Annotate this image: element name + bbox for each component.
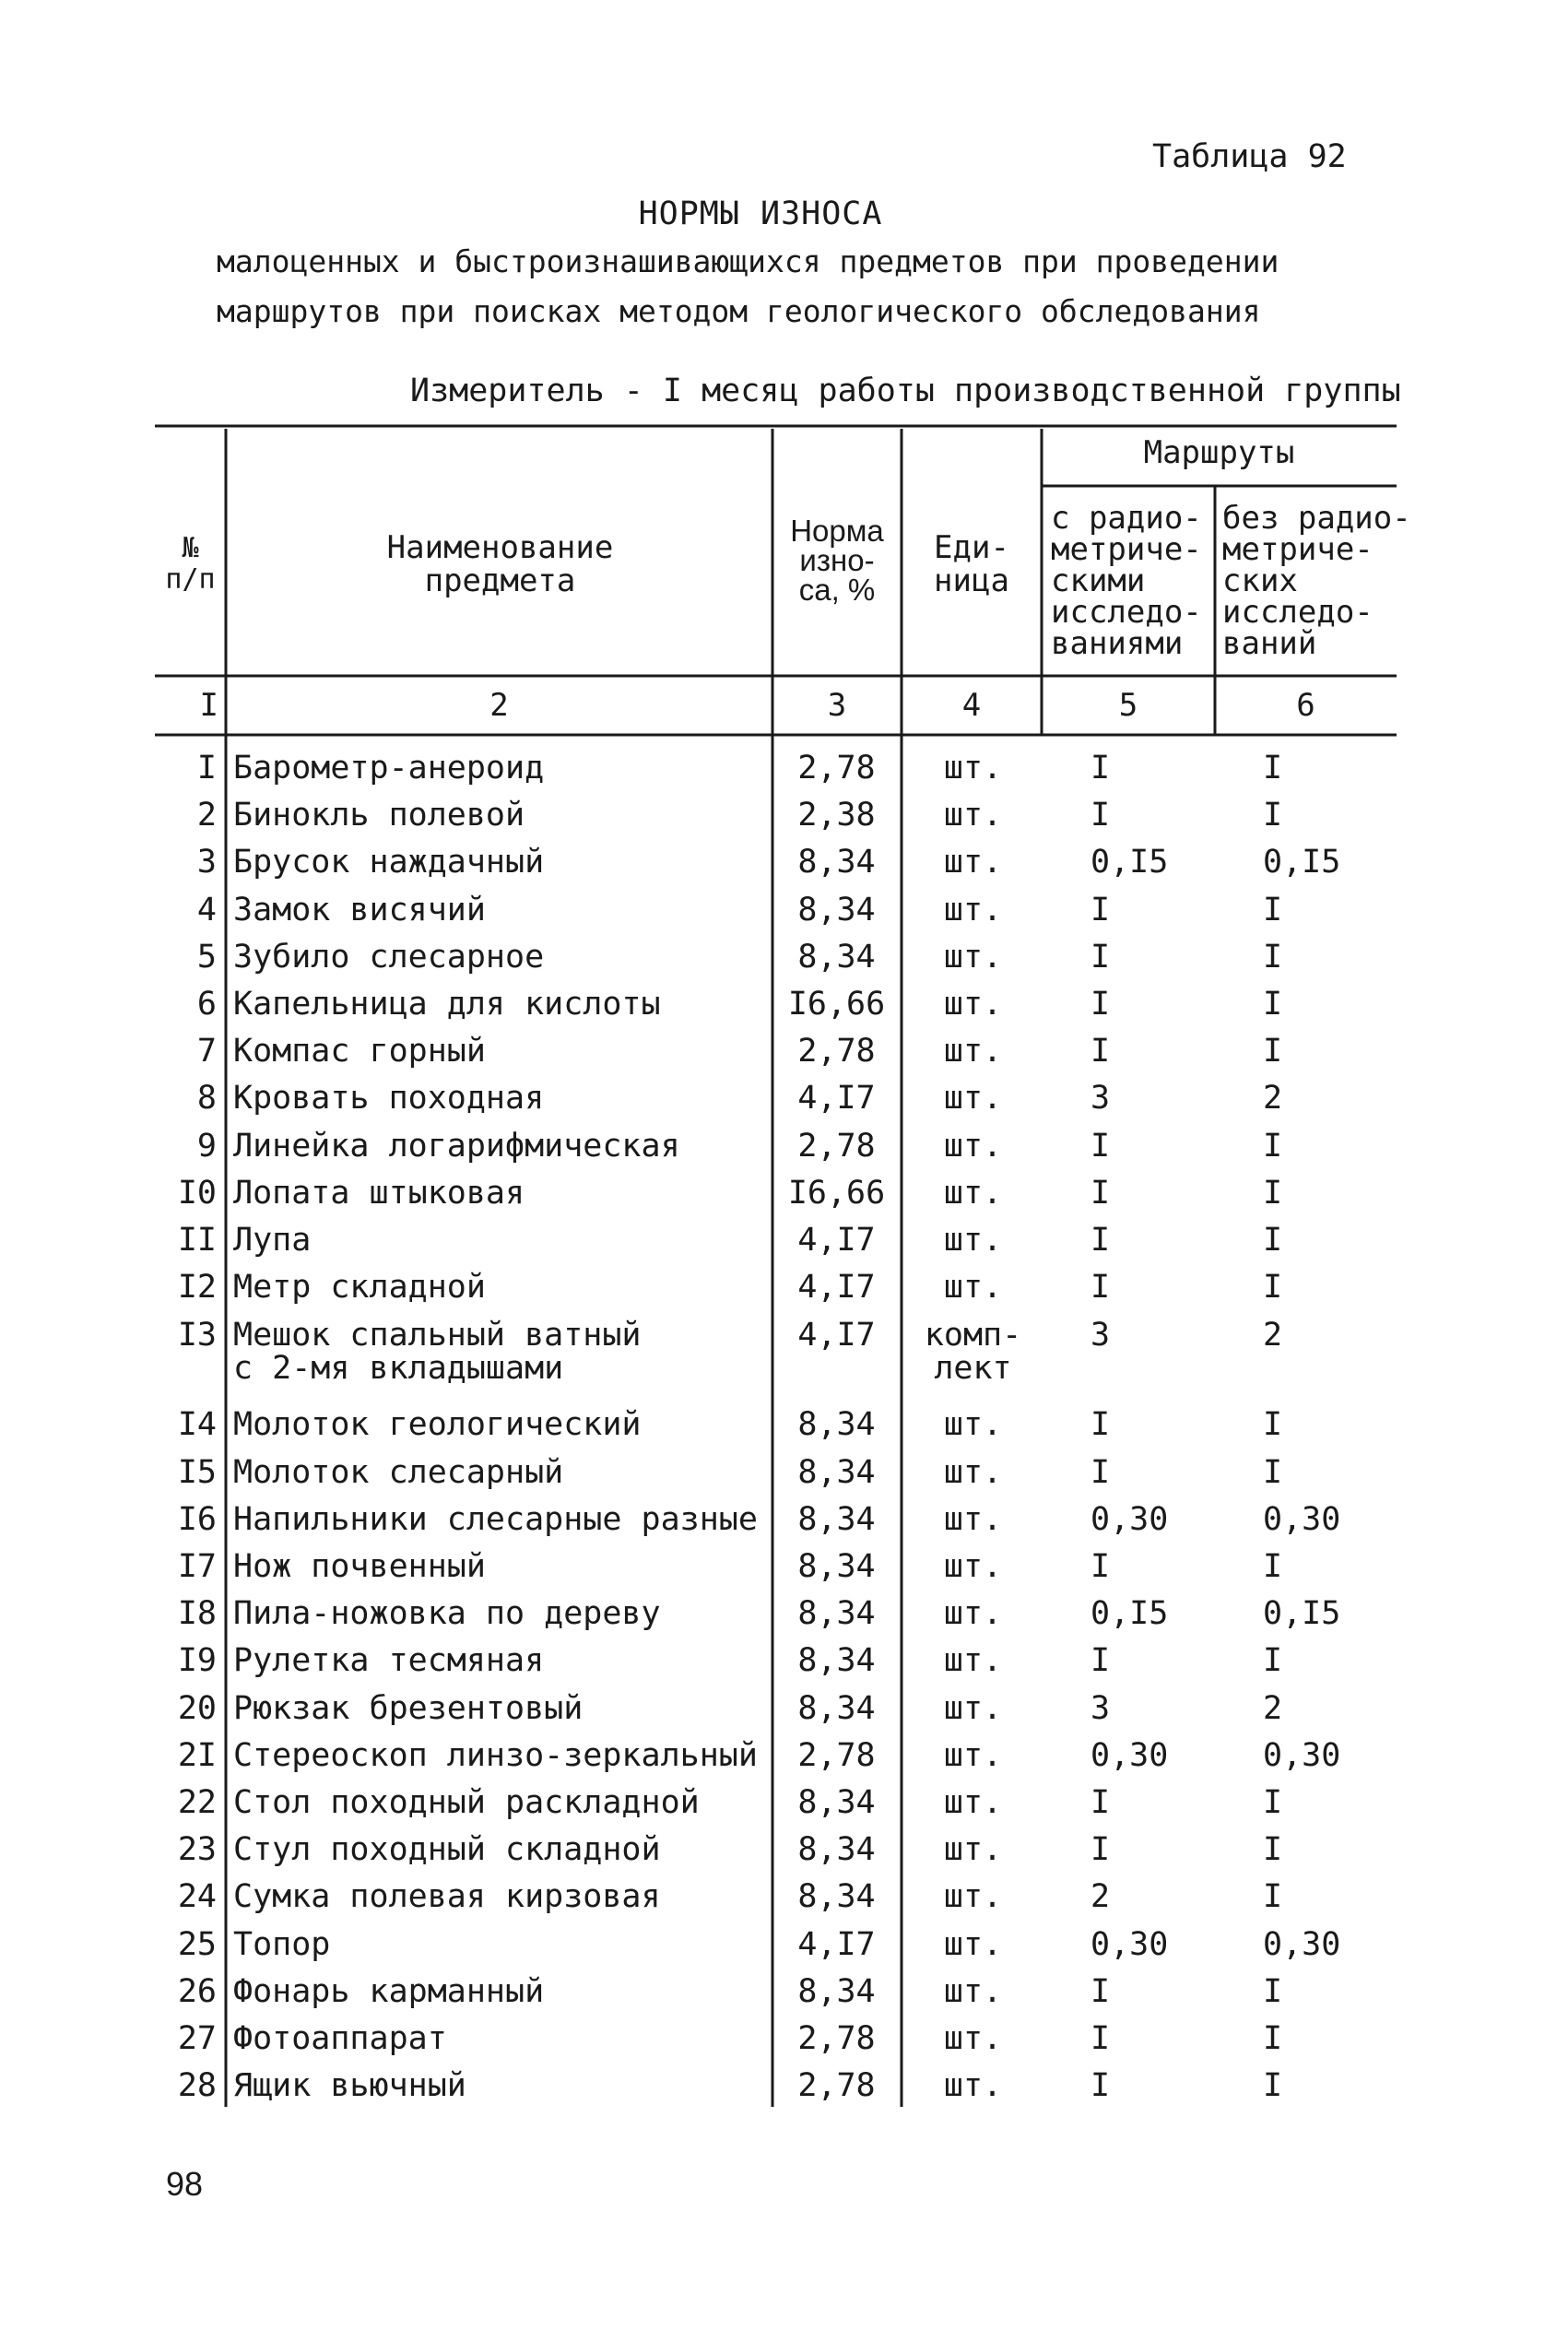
table-row — [0, 839, 1568, 885]
row-number: 8 — [196, 1080, 217, 1118]
header-with-radio: с радио- метриче- скими исследо- ваниями — [1051, 500, 1202, 662]
table-row — [0, 1780, 1568, 1826]
qty-without-radio: I — [1263, 1548, 1283, 1585]
qty-without-radio: I — [1263, 797, 1283, 834]
unit: шт. — [943, 1689, 1003, 1727]
qty-without-radio: 2 — [1263, 1317, 1283, 1354]
qty-without-radio: I — [1263, 750, 1283, 787]
item-name: Замок висячий — [233, 891, 486, 928]
qty-without-radio: I — [1263, 1972, 1283, 2010]
item-name: Ящик вьючный — [233, 2067, 466, 2105]
qty-without-radio: I — [1263, 1878, 1283, 1916]
page-number: 98 — [166, 2165, 204, 2203]
qty-with-radio: I — [1091, 986, 1111, 1023]
measure-unit: Измеритель - I месяц работы производственной группы — [410, 373, 1401, 409]
row-number: I0 — [177, 1174, 217, 1212]
row-number: 6 — [196, 986, 217, 1023]
header-unit: Еди- ница — [934, 529, 1009, 599]
row-number: I6 — [177, 1500, 217, 1538]
item-name: Рюкзак брезентовый — [233, 1689, 584, 1727]
qty-without-radio: 0,30 — [1263, 1500, 1341, 1538]
unit: шт. — [943, 1878, 1003, 1916]
row-number: I — [196, 750, 217, 787]
unit: шт. — [943, 1453, 1003, 1491]
qty-without-radio: 0,I5 — [1263, 844, 1341, 881]
subtitle-line-2: маршрутов при поисках методом геологического обследования — [217, 293, 1261, 329]
qty-without-radio: I — [1263, 1222, 1283, 1259]
item-name: Мешок спальный ватный с 2-мя вкладышами — [233, 1317, 642, 1388]
table-row — [0, 1449, 1568, 1496]
item-name: Рулетка тесмяная — [233, 1642, 545, 1680]
qty-with-radio: 2 — [1091, 1878, 1111, 1916]
unit: шт. — [943, 2020, 1003, 2057]
header-norm: Норма изно- са, % — [790, 514, 884, 607]
row-number: I8 — [177, 1595, 217, 1633]
row-number: 24 — [177, 1878, 217, 1916]
item-name: Лопата штыковая — [233, 1174, 525, 1212]
row-number: I4 — [177, 1406, 217, 1444]
row-number: I5 — [177, 1453, 217, 1491]
item-name: Молоток геологический — [233, 1406, 642, 1444]
qty-without-radio: I — [1263, 1784, 1283, 1821]
wear-norm: 2,78 — [797, 750, 876, 787]
item-name: Стул походный складной — [233, 1831, 661, 1869]
item-name: Барометр-анероид — [233, 750, 545, 787]
qty-without-radio: I — [1263, 1453, 1283, 1491]
row-number: 20 — [177, 1689, 217, 1727]
qty-with-radio: 0,I5 — [1091, 844, 1169, 881]
qty-with-radio: I — [1091, 1972, 1111, 2010]
qty-with-radio: I — [1091, 1548, 1111, 1585]
wear-norm: 8,34 — [797, 891, 876, 928]
wear-norm: 8,34 — [797, 1784, 876, 1821]
item-name: Нож почвенный — [233, 1548, 486, 1585]
qty-without-radio: 2 — [1263, 1080, 1283, 1118]
qty-with-radio: I — [1091, 2020, 1111, 2057]
row-number: 9 — [196, 1127, 217, 1165]
qty-with-radio: I — [1091, 2067, 1111, 2105]
qty-with-radio: I — [1091, 1174, 1111, 1212]
table-row — [0, 1402, 1568, 1448]
unit: шт. — [943, 1222, 1003, 1259]
qty-with-radio: I — [1091, 797, 1111, 834]
item-name: Топор — [233, 1925, 331, 1963]
unit: шт. — [943, 1080, 1003, 1118]
unit: шт. — [943, 1127, 1003, 1165]
row-number: 7 — [196, 1033, 217, 1070]
wear-norm: 8,34 — [797, 844, 876, 881]
item-name: Сумка полевая кирзовая — [233, 1878, 661, 1916]
item-name: Стереоскоп линзо-зеркальный — [233, 1736, 758, 1774]
unit: шт. — [943, 1595, 1003, 1633]
unit: шт. — [943, 891, 1003, 928]
qty-with-radio: I — [1091, 1831, 1111, 1869]
row-number: 27 — [177, 2020, 217, 2057]
document-title: НОРМЫ ИЗНОСА — [638, 195, 883, 232]
unit: шт. — [943, 1925, 1003, 1963]
column-number-3: 3 — [827, 687, 847, 724]
wear-norm: 8,34 — [797, 1453, 876, 1491]
qty-with-radio: 3 — [1091, 1689, 1111, 1727]
unit: шт. — [943, 1736, 1003, 1774]
qty-without-radio: I — [1263, 1269, 1283, 1307]
unit: шт. — [943, 938, 1003, 976]
row-number: II — [177, 1222, 217, 1259]
unit: шт. — [943, 1642, 1003, 1680]
qty-with-radio: I — [1091, 1127, 1111, 1165]
qty-without-radio: I — [1263, 891, 1283, 928]
unit: шт. — [943, 1831, 1003, 1869]
qty-without-radio: I — [1263, 1127, 1283, 1165]
unit: шт. — [943, 1972, 1003, 2010]
qty-with-radio: 0,30 — [1091, 1736, 1169, 1774]
table-row — [0, 1874, 1568, 1920]
row-number: I9 — [177, 1642, 217, 1680]
wear-norm: 8,34 — [797, 1642, 876, 1680]
qty-with-radio: 3 — [1091, 1080, 1111, 1118]
qty-without-radio: I — [1263, 986, 1283, 1023]
column-number-4: 4 — [961, 687, 982, 724]
row-number: 3 — [196, 844, 217, 881]
row-number: 2 — [196, 797, 217, 834]
row-number: 22 — [177, 1784, 217, 1821]
item-name: Стол походный раскладной — [233, 1784, 700, 1821]
table-row — [0, 1028, 1568, 1074]
table-row — [0, 1827, 1568, 1873]
unit: шт. — [943, 1033, 1003, 1070]
table-row — [0, 1638, 1568, 1684]
wear-norm: 8,34 — [797, 1831, 876, 1869]
item-name: Кровать походная — [233, 1080, 545, 1118]
qty-with-radio: I — [1091, 1784, 1111, 1821]
qty-with-radio: 3 — [1091, 1317, 1111, 1354]
unit: шт. — [943, 797, 1003, 834]
table-row — [0, 1543, 1568, 1590]
qty-with-radio: 0,30 — [1091, 1500, 1169, 1538]
item-name: Лупа — [233, 1222, 312, 1259]
table-label: Таблица 92 — [1152, 138, 1347, 175]
qty-with-radio: I — [1091, 1642, 1111, 1680]
table-row — [0, 1922, 1568, 1968]
wear-norm: 8,34 — [797, 1595, 876, 1633]
row-number: 5 — [196, 938, 217, 976]
qty-without-radio: 0,I5 — [1263, 1595, 1341, 1633]
qty-with-radio: I — [1091, 891, 1111, 928]
unit: шт. — [943, 1784, 1003, 1821]
header-name: Наименование предмета — [386, 529, 614, 599]
table-row — [0, 887, 1568, 933]
subtitle-line-1: малоценных и быстроизнашивающихся предметов при проведении — [217, 243, 1279, 279]
qty-without-radio: 0,30 — [1263, 1925, 1341, 1963]
item-name: Зубило слесарное — [233, 938, 545, 976]
unit: шт. — [943, 1548, 1003, 1585]
row-number: I7 — [177, 1548, 217, 1585]
qty-with-radio: I — [1091, 750, 1111, 787]
unit: шт. — [943, 844, 1003, 881]
unit: комп- лект — [924, 1317, 1022, 1388]
wear-norm: 8,34 — [797, 1548, 876, 1585]
wear-norm: 8,34 — [797, 1689, 876, 1727]
wear-norm: 2,78 — [797, 2067, 876, 2105]
wear-norm: 8,34 — [797, 1500, 876, 1538]
row-number: 23 — [177, 1831, 217, 1869]
wear-norm: 8,34 — [797, 1406, 876, 1444]
header-without-radio: без радио- метриче- ских исследо- ваний — [1222, 500, 1411, 662]
qty-without-radio: I — [1263, 1831, 1283, 1869]
wear-norm: 8,34 — [797, 1878, 876, 1916]
table-row — [0, 1264, 1568, 1310]
row-number: I2 — [177, 1269, 217, 1307]
table-row — [0, 1170, 1568, 1216]
unit: шт. — [943, 1269, 1003, 1307]
unit: шт. — [943, 750, 1003, 787]
qty-with-radio: I — [1091, 1269, 1111, 1307]
table-row — [0, 1075, 1568, 1121]
qty-with-radio: I — [1091, 1222, 1111, 1259]
item-name: Капельница для кислоты — [233, 986, 661, 1023]
unit: шт. — [943, 2067, 1003, 2105]
table-row — [0, 1496, 1568, 1543]
qty-without-radio: I — [1263, 2020, 1283, 2057]
table-row — [0, 1733, 1568, 1779]
column-number-6: 6 — [1296, 687, 1315, 724]
item-name: Линейка логарифмическая — [233, 1127, 680, 1165]
item-name: Фотоаппарат — [233, 2020, 447, 2057]
wear-norm: 4,I7 — [797, 1317, 876, 1354]
qty-without-radio: 2 — [1263, 1689, 1283, 1727]
table-row — [0, 2063, 1568, 2109]
unit: шт. — [943, 1174, 1003, 1212]
item-name: Напильники слесарные разные — [233, 1500, 758, 1538]
row-number: 26 — [177, 1972, 217, 2010]
wear-norm: I6,66 — [787, 1174, 886, 1212]
table-row — [0, 1591, 1568, 1637]
qty-without-radio: I — [1263, 1033, 1283, 1070]
item-name: Брусок наждачный — [233, 844, 545, 881]
table-row — [0, 792, 1568, 838]
row-number: 2I — [177, 1736, 217, 1774]
row-number: 25 — [177, 1925, 217, 1963]
qty-without-radio: 0,30 — [1263, 1736, 1341, 1774]
qty-with-radio: 0,I5 — [1091, 1595, 1169, 1633]
item-name: Компас горный — [233, 1033, 486, 1070]
wear-norm: 2,78 — [797, 1127, 876, 1165]
column-number-2: 2 — [489, 687, 509, 724]
unit: шт. — [943, 1406, 1003, 1444]
qty-without-radio: I — [1263, 1642, 1283, 1680]
column-number-5: 5 — [1118, 687, 1138, 724]
wear-norm: I6,66 — [787, 986, 886, 1023]
wear-norm: 2,78 — [797, 2020, 876, 2057]
table-row — [0, 745, 1568, 791]
table-row — [0, 1217, 1568, 1263]
header-routes: Маршруты — [1143, 434, 1295, 471]
table-row — [0, 981, 1568, 1027]
wear-norm: 4,I7 — [797, 1080, 876, 1118]
table-row — [0, 1123, 1568, 1169]
qty-without-radio: I — [1263, 938, 1283, 976]
wear-norm: 8,34 — [797, 938, 876, 976]
wear-norm: 2,38 — [797, 797, 876, 834]
qty-without-radio: I — [1263, 1174, 1283, 1212]
wear-norm: 2,78 — [797, 1736, 876, 1774]
qty-without-radio: I — [1263, 1406, 1283, 1444]
table-row — [0, 1969, 1568, 2015]
item-name: Молоток слесарный — [233, 1453, 564, 1491]
table-row — [0, 2016, 1568, 2062]
item-name: Фонарь карманный — [233, 1972, 545, 2010]
table-row — [0, 934, 1568, 980]
header-no: № п/п — [165, 532, 216, 596]
row-number: 4 — [196, 891, 217, 928]
item-name: Метр складной — [233, 1269, 486, 1307]
item-name: Пила-ножовка по дереву — [233, 1595, 661, 1633]
table-row — [0, 1311, 1568, 1388]
unit: шт. — [943, 986, 1003, 1023]
row-number: 28 — [177, 2067, 217, 2105]
qty-with-radio: 0,30 — [1091, 1925, 1169, 1963]
wear-norm: 8,34 — [797, 1972, 876, 2010]
wear-norm: 4,I7 — [797, 1222, 876, 1259]
table-row — [0, 1685, 1568, 1732]
row-number: I3 — [177, 1317, 217, 1354]
qty-with-radio: I — [1091, 1406, 1111, 1444]
qty-without-radio: I — [1263, 2067, 1283, 2105]
unit: шт. — [943, 1500, 1003, 1538]
item-name: Бинокль полевой — [233, 797, 525, 834]
qty-with-radio: I — [1091, 1453, 1111, 1491]
column-number-1: I — [199, 687, 218, 724]
wear-norm: 4,I7 — [797, 1269, 876, 1307]
qty-with-radio: I — [1091, 938, 1111, 976]
wear-norm: 4,I7 — [797, 1925, 876, 1963]
qty-with-radio: I — [1091, 1033, 1111, 1070]
wear-norm: 2,78 — [797, 1033, 876, 1070]
